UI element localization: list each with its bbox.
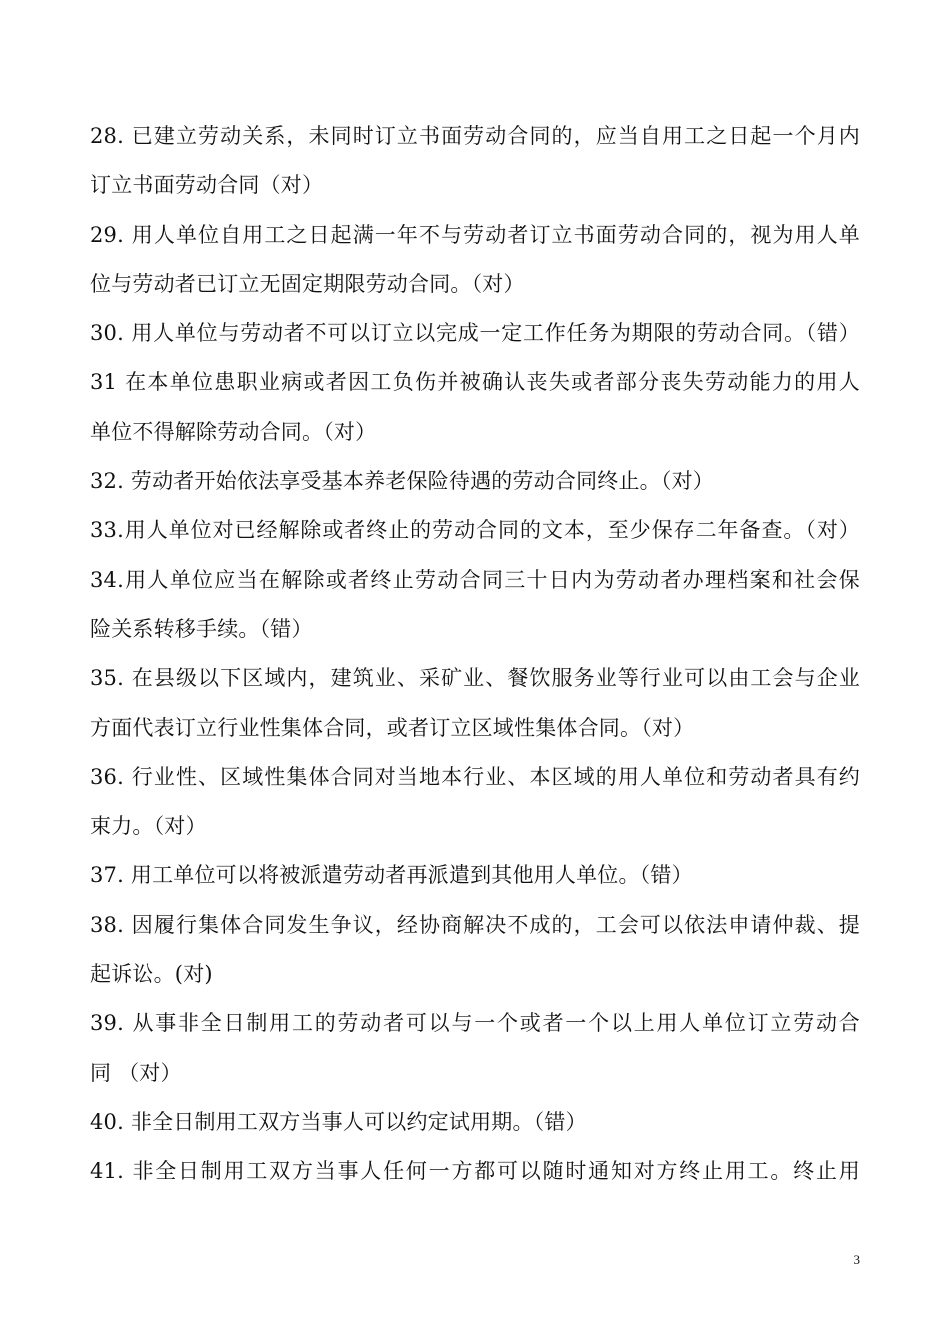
- page-number: 3: [853, 1252, 860, 1267]
- text-line: 40. 非全日制用工双方当事人可以约定试用期。（错）: [90, 1109, 587, 1134]
- document-body: [90, 112, 860, 1197]
- text-line: 34.用人单位应当在解除或者终止劳动合同三十日内为劳动者办理档案和社会保: [90, 567, 860, 592]
- text-line: 29. 用人单位自用工之日起满一年不与劳动者订立书面劳动合同的，视为用人单: [90, 222, 860, 247]
- text-line: 险关系转移手续。（错）: [90, 616, 313, 641]
- text-line: 30. 用人单位与劳动者不可以订立以完成一定工作任务为期限的劳动合同。（错）: [90, 321, 860, 346]
- text-line: 36. 行业性、区域性集体合同对当地本行业、本区域的用人单位和劳动者具有约: [90, 764, 860, 789]
- text-line: 38. 因履行集体合同发生争议，经协商解决不成的，工会可以依法申请仲裁、提: [90, 912, 860, 937]
- text-line: 31 在本单位患职业病或者因工负伤并被确认丧失或者部分丧失劳动能力的用人: [90, 370, 860, 395]
- text-line: 37. 用工单位可以将被派遣劳动者再派遣到其他用人单位。（错）: [90, 863, 693, 888]
- text-line: 39. 从事非全日制用工的劳动者可以与一个或者一个以上用人单位订立劳动合: [90, 1011, 860, 1036]
- text-line: 35. 在县级以下区域内，建筑业、采矿业、餐饮服务业等行业可以由工会与企业: [90, 666, 860, 691]
- text-line: 订立书面劳动合同（对）: [90, 173, 324, 198]
- text-line: 41. 非全日制用工双方当事人任何一方都可以随时通知对方终止用工。终止用: [90, 1159, 860, 1184]
- text-line: 单位不得解除劳动合同。（对）: [90, 419, 377, 444]
- text-line: 方面代表订立行业性集体合同，或者订立区域性集体合同。（对）: [90, 715, 695, 740]
- text-line: 同 （对）: [90, 1060, 182, 1085]
- text-line: 32. 劳动者开始依法享受基本养老保险待遇的劳动合同终止。（对）: [90, 469, 714, 494]
- text-line: 束力。（对）: [90, 814, 207, 839]
- text-line: 位与劳动者已订立无固定期限劳动合同。（对）: [90, 271, 525, 296]
- text-line: 起诉讼。(对): [90, 962, 213, 987]
- text-line: 33.用人单位对已经解除或者终止的劳动合同的文本，至少保存二年备查。（对）: [90, 518, 860, 543]
- text-line: 28. 已建立劳动关系，未同时订立书面劳动合同的，应当自用工之日起一个月内: [90, 124, 860, 148]
